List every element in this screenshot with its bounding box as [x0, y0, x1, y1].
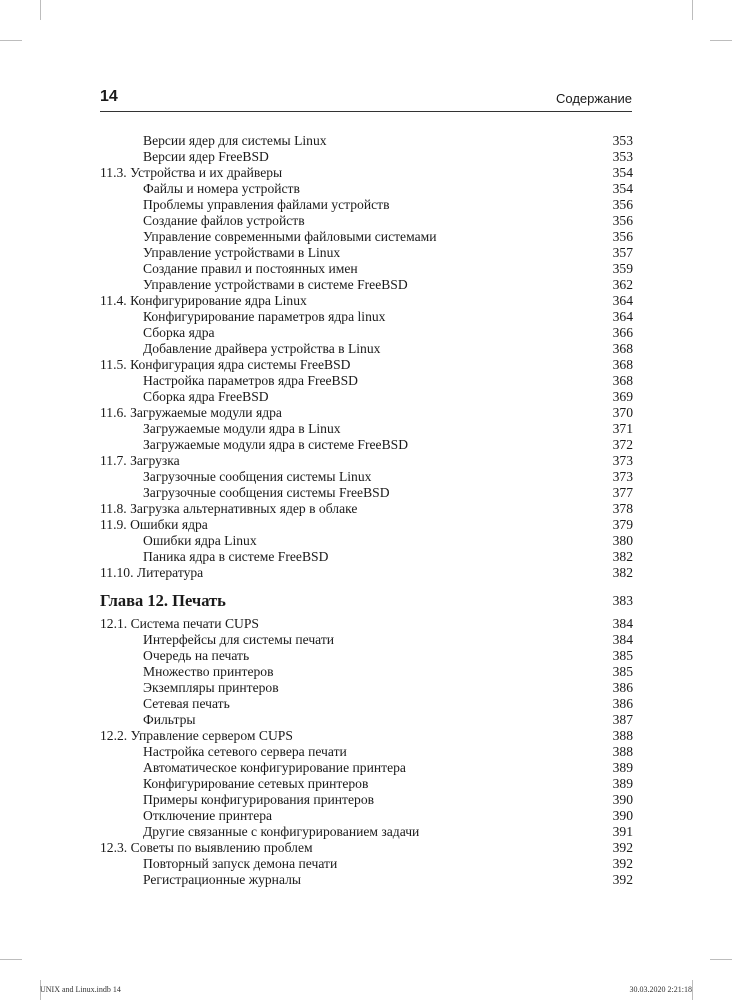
toc-entry-page: 356	[612, 197, 633, 212]
toc-entry	[100, 712, 633, 728]
toc-entry-page: 382	[612, 549, 633, 564]
toc-entry-page: 382	[612, 565, 633, 580]
page-number: 14	[100, 88, 118, 105]
table-of-contents	[100, 133, 633, 888]
toc-entry	[100, 744, 633, 760]
toc-entry-page: 391	[612, 824, 633, 839]
toc-entry	[100, 856, 633, 872]
toc-entry-title: Другие связанные с конфигурированием задачи	[143, 824, 420, 839]
toc-entry-page: 385	[612, 648, 633, 663]
toc-entry-title: 11.10. Литература	[100, 565, 204, 580]
toc-entry	[100, 549, 633, 565]
toc-entry-page: 354	[612, 181, 633, 196]
toc-entry-page: 386	[612, 696, 633, 711]
toc-entry-page: 366	[612, 325, 633, 340]
toc-entry-page: 389	[612, 776, 633, 791]
toc-entry	[100, 341, 633, 357]
toc-entry-title: Конфигурирование сетевых принтеров	[143, 776, 369, 791]
toc-entry	[100, 565, 633, 581]
toc-entry-title: Проблемы управления файлами устройств	[143, 197, 390, 212]
toc-entry	[100, 533, 633, 549]
toc-entry-title: 12.1. Система печати CUPS	[100, 616, 259, 631]
toc-entry-page: 392	[612, 856, 633, 871]
toc-entry	[100, 453, 633, 469]
toc-entry	[100, 293, 633, 309]
toc-entry-title: 11.4. Конфигурирование ядра Linux	[100, 293, 307, 308]
toc-entry	[100, 840, 633, 856]
toc-entry-title: Загрузочные сообщения системы Linux	[143, 469, 372, 484]
toc-entry-title: Загружаемые модули ядра в Linux	[143, 421, 341, 436]
toc-entry-title: Файлы и номера устройств	[143, 181, 300, 196]
toc-entry-title: 11.5. Конфигурация ядра системы FreeBSD	[100, 357, 351, 372]
toc-entry-page: 354	[612, 165, 633, 180]
toc-entry	[100, 517, 633, 533]
toc-entry	[100, 245, 633, 261]
toc-entry-title: 11.7. Загрузка	[100, 453, 180, 468]
footer-timestamp: 30.03.2020 2:21:18	[629, 985, 692, 994]
crop-mark	[692, 0, 693, 20]
toc-entry-page: 370	[612, 405, 633, 420]
toc-entry-page: 373	[612, 469, 633, 484]
toc-entry	[100, 389, 633, 405]
toc-entry	[100, 808, 633, 824]
toc-entry-page: 378	[612, 501, 633, 516]
toc-entry	[100, 357, 633, 373]
toc-entry	[100, 648, 633, 664]
toc-entry-title: Версии ядер FreeBSD	[143, 149, 269, 164]
toc-entry-title: Управление устройствами в Linux	[143, 245, 341, 260]
toc-entry-title: Сборка ядра FreeBSD	[143, 389, 269, 404]
toc-entry-title: 12.2. Управление сервером CUPS	[100, 728, 293, 743]
toc-entry	[100, 277, 633, 293]
running-head	[100, 88, 632, 110]
toc-entry-page: 390	[612, 808, 633, 823]
toc-entry-page: 373	[612, 453, 633, 468]
toc-entry-title: Загрузочные сообщения системы FreeBSD	[143, 485, 390, 500]
section-title: Содержание	[556, 91, 632, 106]
toc-entry-title: Загружаемые модули ядра в системе FreeBSD	[143, 437, 409, 452]
toc-entry-title: Экземпляры принтеров	[143, 680, 279, 695]
toc-entry-page: 392	[612, 872, 633, 887]
toc-entry-title: Версии ядер для системы Linux	[143, 133, 327, 148]
toc-entry-title: 12.3. Советы по выявлению проблем	[100, 840, 313, 855]
toc-entry-title: Автоматическое конфигурирование принтера	[143, 760, 406, 775]
toc-entry-title: Настройка параметров ядра FreeBSD	[143, 373, 358, 388]
toc-entry-title: Сборка ядра	[143, 325, 215, 340]
toc-entry-page: 368	[612, 357, 633, 372]
crop-mark	[0, 959, 22, 960]
toc-chapter-entry	[100, 589, 633, 612]
toc-entry	[100, 437, 633, 453]
toc-entry-title: 11.6. Загружаемые модули ядра	[100, 405, 282, 420]
toc-entry-page: 362	[612, 277, 633, 292]
toc-entry	[100, 485, 633, 501]
toc-entry-page: 372	[612, 437, 633, 452]
toc-entry-page: 388	[612, 744, 633, 759]
toc-entry-title: Примеры конфигурирования принтеров	[143, 792, 375, 807]
toc-entry-page: 356	[612, 213, 633, 228]
toc-entry	[100, 405, 633, 421]
toc-entry	[100, 664, 633, 680]
toc-entry	[100, 373, 633, 389]
crop-mark	[0, 40, 22, 41]
toc-entry	[100, 501, 633, 517]
toc-entry-page: 368	[612, 341, 633, 356]
toc-entry-page: 359	[612, 261, 633, 276]
toc-entry-title: Повторный запуск демона печати	[143, 856, 338, 871]
toc-entry-page: 387	[612, 712, 633, 727]
toc-entry-page: 371	[612, 421, 633, 436]
toc-entry-title: Паника ядра в системе FreeBSD	[143, 549, 329, 564]
toc-entry-title: Глава 12. Печать	[100, 591, 226, 610]
toc-entry-title: Управление современными файловыми системами	[143, 229, 437, 244]
toc-entry	[100, 229, 633, 245]
toc-entry-title: Очередь на печать	[143, 648, 250, 663]
toc-entry-page: 364	[612, 293, 633, 308]
toc-entry-title: Интерфейсы для системы печати	[143, 632, 335, 647]
toc-entry	[100, 469, 633, 485]
toc-entry-page: 353	[612, 133, 633, 148]
crop-mark	[40, 0, 41, 20]
toc-entry-title: Управление устройствами в системе FreeBSD	[143, 277, 408, 292]
toc-entry	[100, 824, 633, 840]
toc-entry	[100, 165, 633, 181]
toc-entry-page: 385	[612, 664, 633, 679]
toc-entry	[100, 309, 633, 325]
toc-entry-page: 379	[612, 517, 633, 532]
toc-entry-title: Настройка сетевого сервера печати	[143, 744, 347, 759]
toc-entry	[100, 133, 633, 149]
footer-file-info: UNIX and Linux.indb 14	[40, 985, 121, 994]
toc-entry-title: Отключение принтера	[143, 808, 273, 823]
toc-entry	[100, 632, 633, 648]
toc-entry-page: 356	[612, 229, 633, 244]
toc-entry	[100, 149, 633, 165]
toc-entry-page: 386	[612, 680, 633, 695]
toc-entry	[100, 696, 633, 712]
crop-mark	[692, 980, 693, 1000]
toc-entry-page: 390	[612, 792, 633, 807]
toc-entry-page: 364	[612, 309, 633, 324]
toc-entry	[100, 792, 633, 808]
toc-entry-page: 368	[612, 373, 633, 388]
crop-mark	[710, 959, 732, 960]
toc-entry-page: 369	[612, 389, 633, 404]
toc-entry	[100, 776, 633, 792]
toc-entry-page: 353	[612, 149, 633, 164]
toc-entry-title: Создание файлов устройств	[143, 213, 305, 228]
toc-entry	[100, 616, 633, 632]
toc-entry-title: 11.9. Ошибки ядра	[100, 517, 208, 532]
toc-entry-page: 357	[612, 245, 633, 260]
crop-mark	[710, 40, 732, 41]
toc-entry-page: 377	[612, 485, 633, 500]
toc-entry	[100, 213, 633, 229]
toc-entry-title: 11.3. Устройства и их драйверы	[100, 165, 283, 180]
toc-entry-page: 384	[612, 632, 633, 647]
toc-entry-page: 384	[612, 616, 633, 631]
toc-entry-title: Ошибки ядра Linux	[143, 533, 257, 548]
toc-entry-title: Сетевая печать	[143, 696, 230, 711]
toc-entry-title: Конфигурирование параметров ядра linux	[143, 309, 386, 324]
toc-entry-page: 380	[612, 533, 633, 548]
toc-entry-page: 383	[612, 593, 633, 608]
toc-entry	[100, 325, 633, 341]
toc-entry-page: 392	[612, 840, 633, 855]
toc-entry-title: Добавление драйвера устройства в Linux	[143, 341, 381, 356]
toc-entry-page: 388	[612, 728, 633, 743]
toc-entry	[100, 181, 633, 197]
toc-entry	[100, 872, 633, 888]
toc-entry-page: 389	[612, 760, 633, 775]
toc-entry-title: Регистрационные журналы	[143, 872, 302, 887]
toc-entry	[100, 728, 633, 744]
toc-entry	[100, 261, 633, 277]
toc-entry	[100, 197, 633, 213]
toc-entry	[100, 421, 633, 437]
toc-entry-title: 11.8. Загрузка альтернативных ядер в облаке	[100, 501, 358, 516]
toc-entry	[100, 680, 633, 696]
toc-entry-title: Фильтры	[143, 712, 196, 727]
toc-entry-title: Множество принтеров	[143, 664, 274, 679]
toc-entry	[100, 760, 633, 776]
toc-entry-title: Создание правил и постоянных имен	[143, 261, 358, 276]
header-rule	[100, 111, 632, 112]
